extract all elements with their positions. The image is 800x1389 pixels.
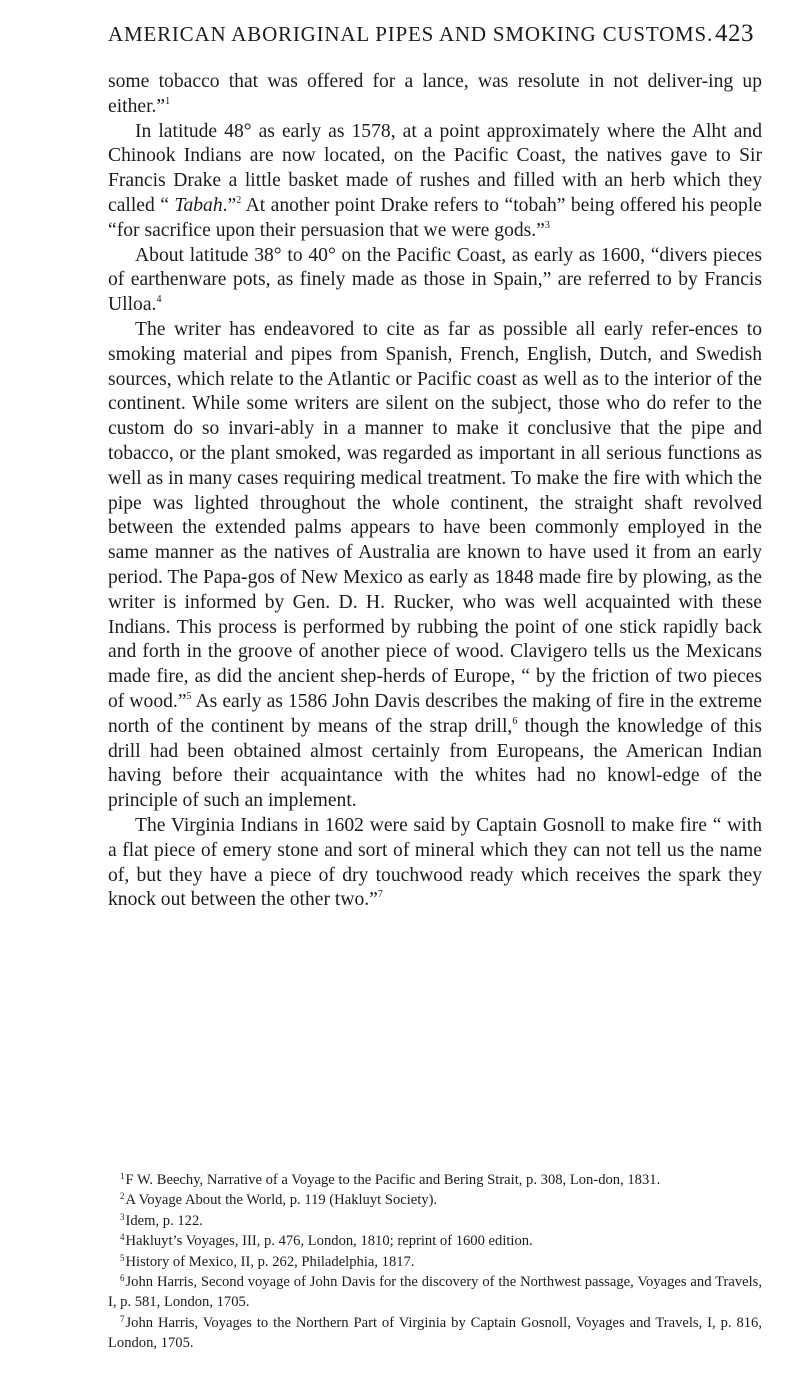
footnote-reference: 1	[165, 95, 171, 107]
text-run: The writer has endeavored to cite as far as possible all early refer-ences to smoking material and pipes from Spanish, French, English, Dutch, and Swedish sources, which relate to the Atlantic or Pacific coast as well as to the interior of the continent. While some writers are silent on the subject, those who do refer to the custom do so invari-ably in a manner to make it conclusive that the pipe and tobacco, or the plant smoked, was regarded as important in all serious functions as well as in many cases requiring medical treatment. To make the fire with which the pipe was lighted throughout the whole continent, the straight shaft revolved between the extended palms appears to have been commonly employed in the same manner as the natives of Australia are known to have used it from an early period. The Papa-gos of New Mexico as early as 1848 made fire by plowing, as the writer is informed by Gen. D. H. Rucker, who was well acquainted with these Indians. This process is performed by rubbing the point of one stick rapidly back and forth in the groove of another piece of wood. Clavigero tells us the Mexicans made fire, as did the ancient shep-herds of Europe, “ by the friction of two pieces of wood.”	[108, 318, 762, 712]
footnote-text: F W. Beechy, Narrative of a Voyage to the Pacific and Bering Strait, p. 308, Lon-don, 1831.	[125, 1172, 661, 1188]
italic-text: Tabah	[174, 194, 223, 216]
footnote-reference: 4	[156, 294, 162, 306]
footnote-mark: 1	[120, 1171, 125, 1181]
page-header	[108, 20, 754, 48]
footnote-reference: 7	[377, 889, 383, 901]
footnote-text: A Voyage About the World, p. 119 (Hakluyt Society).	[125, 1192, 438, 1209]
footnote-reference: 6	[512, 715, 518, 727]
text-run: .”	[222, 194, 237, 216]
footnote	[108, 1313, 762, 1354]
text-run: In latitude 48° as early as 1578, at a point approximately where the Alht and Chinook Indians are now located, on the Pacific Coast, the natives gave to Sir Francis Drake a little basket made of rushes and filled with an herb which they called “	[108, 120, 762, 216]
paragraph	[108, 70, 762, 120]
footnote-mark: 7	[120, 1313, 125, 1324]
footnote-text: History of Mexico, II, p. 262, Philadelphia, 1817.	[125, 1253, 415, 1270]
text-run: The Virginia Indians in 1602 were said by Captain Gosnoll to make fire “ with a flat piece of emery stone and sort of mineral which they can not tell us the name of, but they have a piece of dry touchwood ready which receives the spark they knock out between the other two.”	[108, 814, 762, 911]
footnote-text: John Harris, Voyages to the Northern Part of Virginia by Captain Gosnoll, Voyages and Travels, I, p. 816, London, 1705.	[108, 1314, 762, 1352]
footnote-mark: 3	[120, 1211, 125, 1222]
footnote	[108, 1211, 762, 1231]
footnote-text: Idem, p. 122.	[125, 1212, 203, 1229]
footnote-mark: 2	[120, 1191, 125, 1202]
footnote-reference: 5	[186, 690, 192, 702]
body-text	[108, 70, 762, 913]
page-number: 423	[715, 20, 754, 47]
footnote-text: John Harris, Second voyage of John Davis for the discovery of the Northwest passage, Voyages and Travels, I, p. 581, London, 1705.	[108, 1274, 762, 1311]
footnote-mark: 4	[120, 1232, 125, 1243]
footnote-mark: 6	[120, 1273, 125, 1284]
footnote-mark: 5	[120, 1252, 125, 1263]
text-run: As early as 1586 John Davis describes the making of fire in the extreme north of the continent by means of the strap drill,	[108, 690, 762, 737]
paragraph	[108, 120, 762, 244]
footnote	[108, 1231, 762, 1251]
footnote	[108, 1272, 762, 1313]
footnote	[108, 1190, 762, 1210]
footnote-reference: 2	[236, 194, 242, 206]
footnote-text: Hakluyt’s Voyages, III, p. 476, London, 1810; reprint of 1600 edition.	[125, 1233, 533, 1250]
footnote	[108, 1170, 762, 1190]
text-run: though the knowledge of this drill had been obtained almost certainly from Europeans, the American Indian having before their acquaintance with the whites had no knowl-edge of the principle of such an implement.	[108, 715, 762, 812]
text-run: About latitude 38° to 40° on the Pacific Coast, as early as 1600, “divers pieces of earthenware pots, as finely made as those in Spain,” are referred to by Francis Ulloa.	[108, 244, 762, 316]
footnotes	[108, 1170, 762, 1354]
paragraph	[108, 318, 762, 814]
text-run: At another point Drake refers to “tobah” being offered his people “for sacrifice upon their persuasion that we were gods.”	[108, 194, 762, 241]
footnote	[108, 1252, 762, 1272]
paragraph	[108, 814, 762, 913]
paragraph	[108, 244, 762, 318]
footnote-reference: 3	[544, 219, 550, 231]
running-title: AMERICAN ABORIGINAL PIPES AND SMOKING CUSTOMS.	[108, 22, 714, 46]
text-run: some tobacco that was offered for a lance, was resolute in not deliver-ing up either.”	[108, 71, 762, 117]
